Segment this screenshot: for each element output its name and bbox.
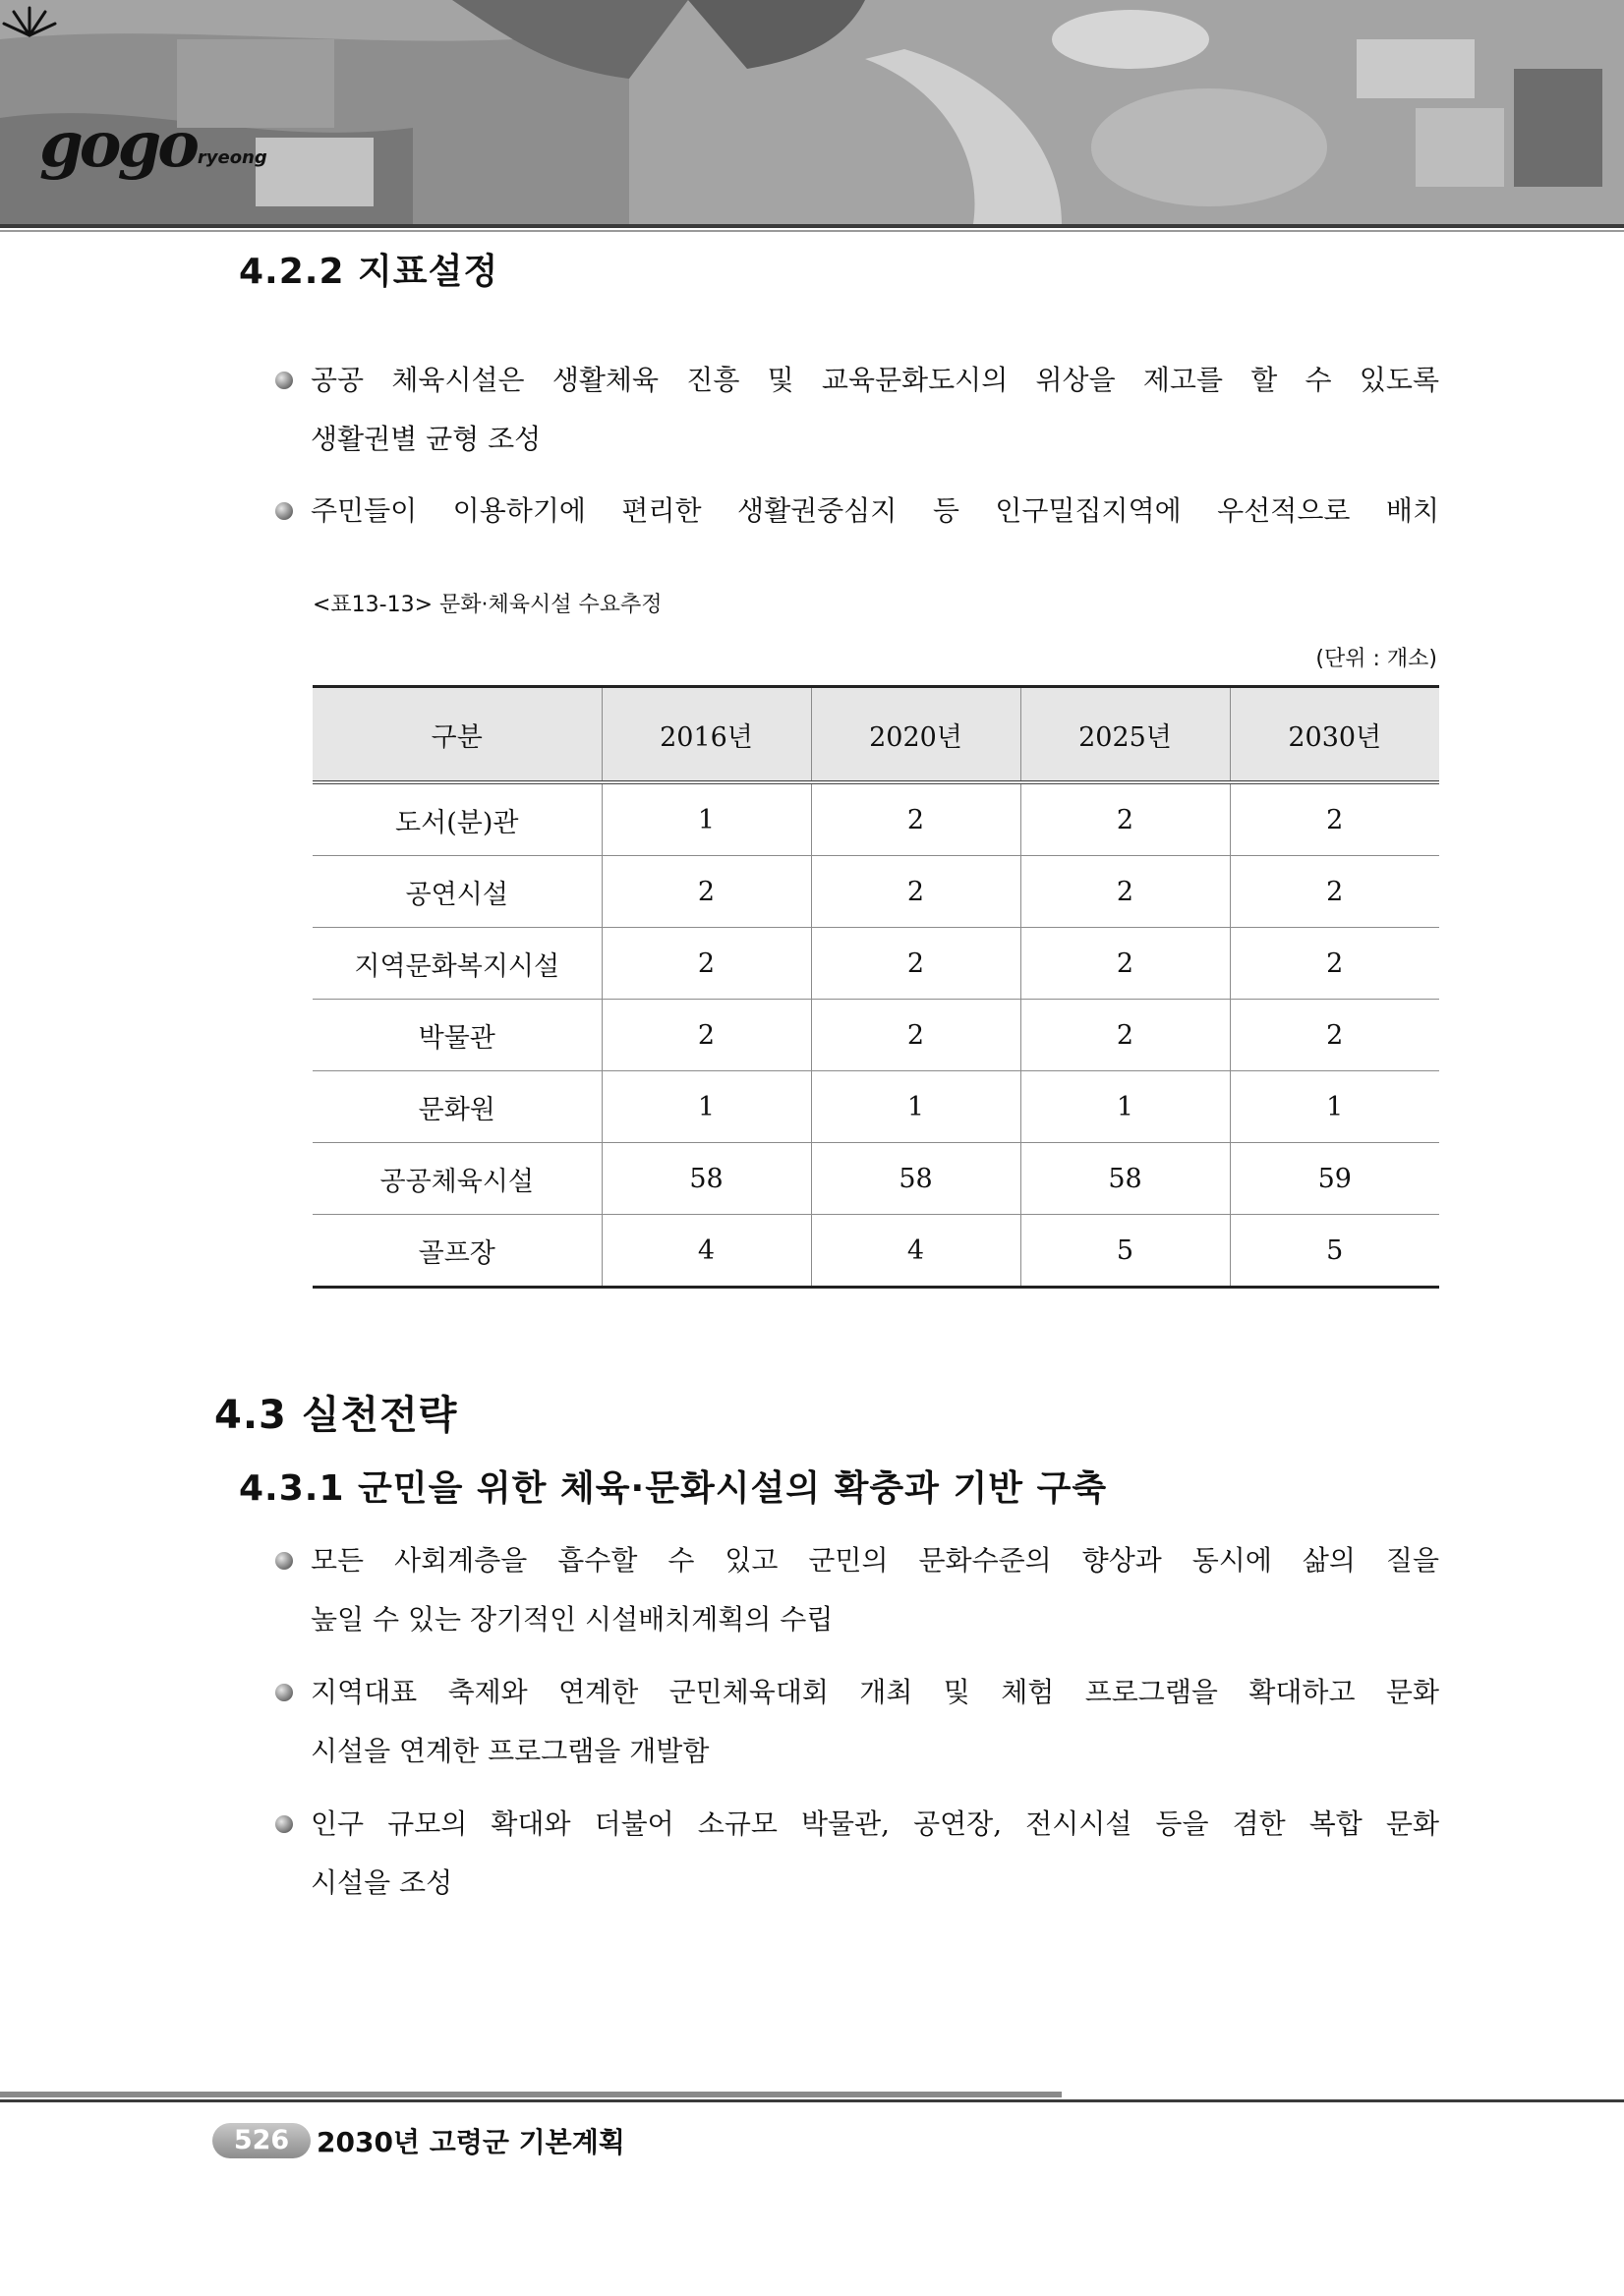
section-title-4-3: 4.3 실천전략 bbox=[214, 1393, 458, 1438]
table-cell: 58 bbox=[811, 1143, 1020, 1215]
footer-rule-thin bbox=[0, 2099, 1624, 2102]
bullet-paragraph bbox=[311, 351, 1439, 469]
table-cell: 2 bbox=[1230, 1000, 1439, 1071]
header-rule bbox=[0, 224, 1624, 228]
section-title-4-2-2: 4.2.2 지표설정 bbox=[239, 252, 499, 292]
table-cell: 2 bbox=[811, 856, 1020, 928]
bullet-icon bbox=[275, 1815, 293, 1833]
bullet-line: 높일 수 있는 장기적인 시설배치계획의 수립 bbox=[311, 1603, 834, 1636]
bullet-icon bbox=[275, 502, 293, 520]
table-caption: <표13-13> 문화·체육시설 수요추정 bbox=[313, 593, 663, 617]
logo-text: gogo bbox=[39, 108, 196, 182]
table-row bbox=[313, 928, 1439, 1000]
table-cell: 2 bbox=[1230, 782, 1439, 856]
table-header-row bbox=[313, 687, 1439, 783]
bullet-line: 모든 사회계층을 흡수할 수 있고 군민의 문화수준의 향상과 동시에 삶의 질을 bbox=[311, 1544, 1439, 1577]
bullet-icon bbox=[275, 372, 293, 389]
page-number: 526 bbox=[212, 2123, 311, 2158]
bullet-icon bbox=[275, 1684, 293, 1701]
table-cell: 2 bbox=[602, 1000, 811, 1071]
header-2016: 2016년 bbox=[602, 687, 811, 783]
table-cell: 1 bbox=[602, 782, 811, 856]
header-2020: 2020년 bbox=[811, 687, 1020, 783]
bullet-paragraph bbox=[311, 482, 1439, 541]
table-cell: 지역문화복지시설 bbox=[313, 928, 602, 1000]
table-cell: 2 bbox=[1230, 928, 1439, 1000]
table-row bbox=[313, 1000, 1439, 1071]
table-row bbox=[313, 782, 1439, 856]
gogo-logo bbox=[39, 108, 267, 182]
header-category: 구분 bbox=[313, 687, 602, 783]
bullet-line: 지역대표 축제와 연계한 군민체육대회 개최 및 체험 프로그램을 확대하고 문화 bbox=[311, 1676, 1439, 1708]
table-row bbox=[313, 1143, 1439, 1215]
header-2025: 2025년 bbox=[1020, 687, 1230, 783]
table-cell: 2 bbox=[811, 782, 1020, 856]
footer-rule bbox=[0, 2092, 1062, 2097]
bullet-icon bbox=[275, 1552, 293, 1570]
bullet-line: 공공 체육시설은 생활체육 진흥 및 교육문화도시의 위상을 제고를 할 수 있도록 bbox=[311, 364, 1439, 396]
demand-table bbox=[313, 685, 1439, 1289]
table-cell: 2 bbox=[1020, 856, 1230, 928]
header-banner bbox=[0, 0, 1624, 224]
sun-icon bbox=[0, 0, 59, 39]
table-cell: 2 bbox=[602, 856, 811, 928]
table-cell: 1 bbox=[811, 1071, 1020, 1143]
table-cell: 2 bbox=[1020, 928, 1230, 1000]
bullet-line: 시설을 연계한 프로그램을 개발함 bbox=[311, 1735, 710, 1767]
bullet-line: 인구 규모의 확대와 더불어 소규모 박물관, 공연장, 전시시설 등을 겸한 복합 문화 bbox=[311, 1808, 1439, 1840]
table-cell: 2 bbox=[602, 928, 811, 1000]
table-row bbox=[313, 1215, 1439, 1288]
table-cell: 58 bbox=[602, 1143, 811, 1215]
table-cell: 5 bbox=[1020, 1215, 1230, 1288]
table-cell: 2 bbox=[1230, 856, 1439, 928]
table-cell: 59 bbox=[1230, 1143, 1439, 1215]
table-cell: 4 bbox=[602, 1215, 811, 1288]
bullet-paragraph bbox=[311, 1663, 1439, 1781]
table-cell: 2 bbox=[811, 1000, 1020, 1071]
table-row bbox=[313, 856, 1439, 928]
table-cell: 4 bbox=[811, 1215, 1020, 1288]
table-cell: 박물관 bbox=[313, 1000, 602, 1071]
section-title-4-3-1: 4.3.1 군민을 위한 체육·문화시설의 확충과 기반 구축 bbox=[239, 1468, 1108, 1509]
bullet-line: 생활권별 균형 조성 bbox=[311, 423, 542, 455]
header-2030: 2030년 bbox=[1230, 687, 1439, 783]
table-cell: 2 bbox=[1020, 782, 1230, 856]
table-cell: 5 bbox=[1230, 1215, 1439, 1288]
table-cell: 2 bbox=[1020, 1000, 1230, 1071]
table-cell: 1 bbox=[1230, 1071, 1439, 1143]
header-rule-thin bbox=[0, 230, 1624, 232]
bullet-line: 주민들이 이용하기에 편리한 생활권중심지 등 인구밀집지역에 우선적으로 배치 bbox=[311, 494, 1439, 527]
table-cell: 1 bbox=[602, 1071, 811, 1143]
table-unit: (단위 : 개소) bbox=[1315, 647, 1437, 671]
bullet-paragraph bbox=[311, 1531, 1439, 1649]
footer-doc-title: 2030년 고령군 기본계획 bbox=[317, 2126, 625, 2158]
table-cell: 1 bbox=[1020, 1071, 1230, 1143]
bullet-line: 시설을 조성 bbox=[311, 1866, 453, 1899]
table-cell: 공공체육시설 bbox=[313, 1143, 602, 1215]
table-cell: 58 bbox=[1020, 1143, 1230, 1215]
table-cell: 2 bbox=[811, 928, 1020, 1000]
table-cell: 문화원 bbox=[313, 1071, 602, 1143]
logo-subtext: ryeong bbox=[197, 147, 267, 168]
table-row bbox=[313, 1071, 1439, 1143]
bullet-paragraph bbox=[311, 1795, 1439, 1913]
table-cell: 도서(분)관 bbox=[313, 782, 602, 856]
table-cell: 골프장 bbox=[313, 1215, 602, 1288]
table-cell: 공연시설 bbox=[313, 856, 602, 928]
